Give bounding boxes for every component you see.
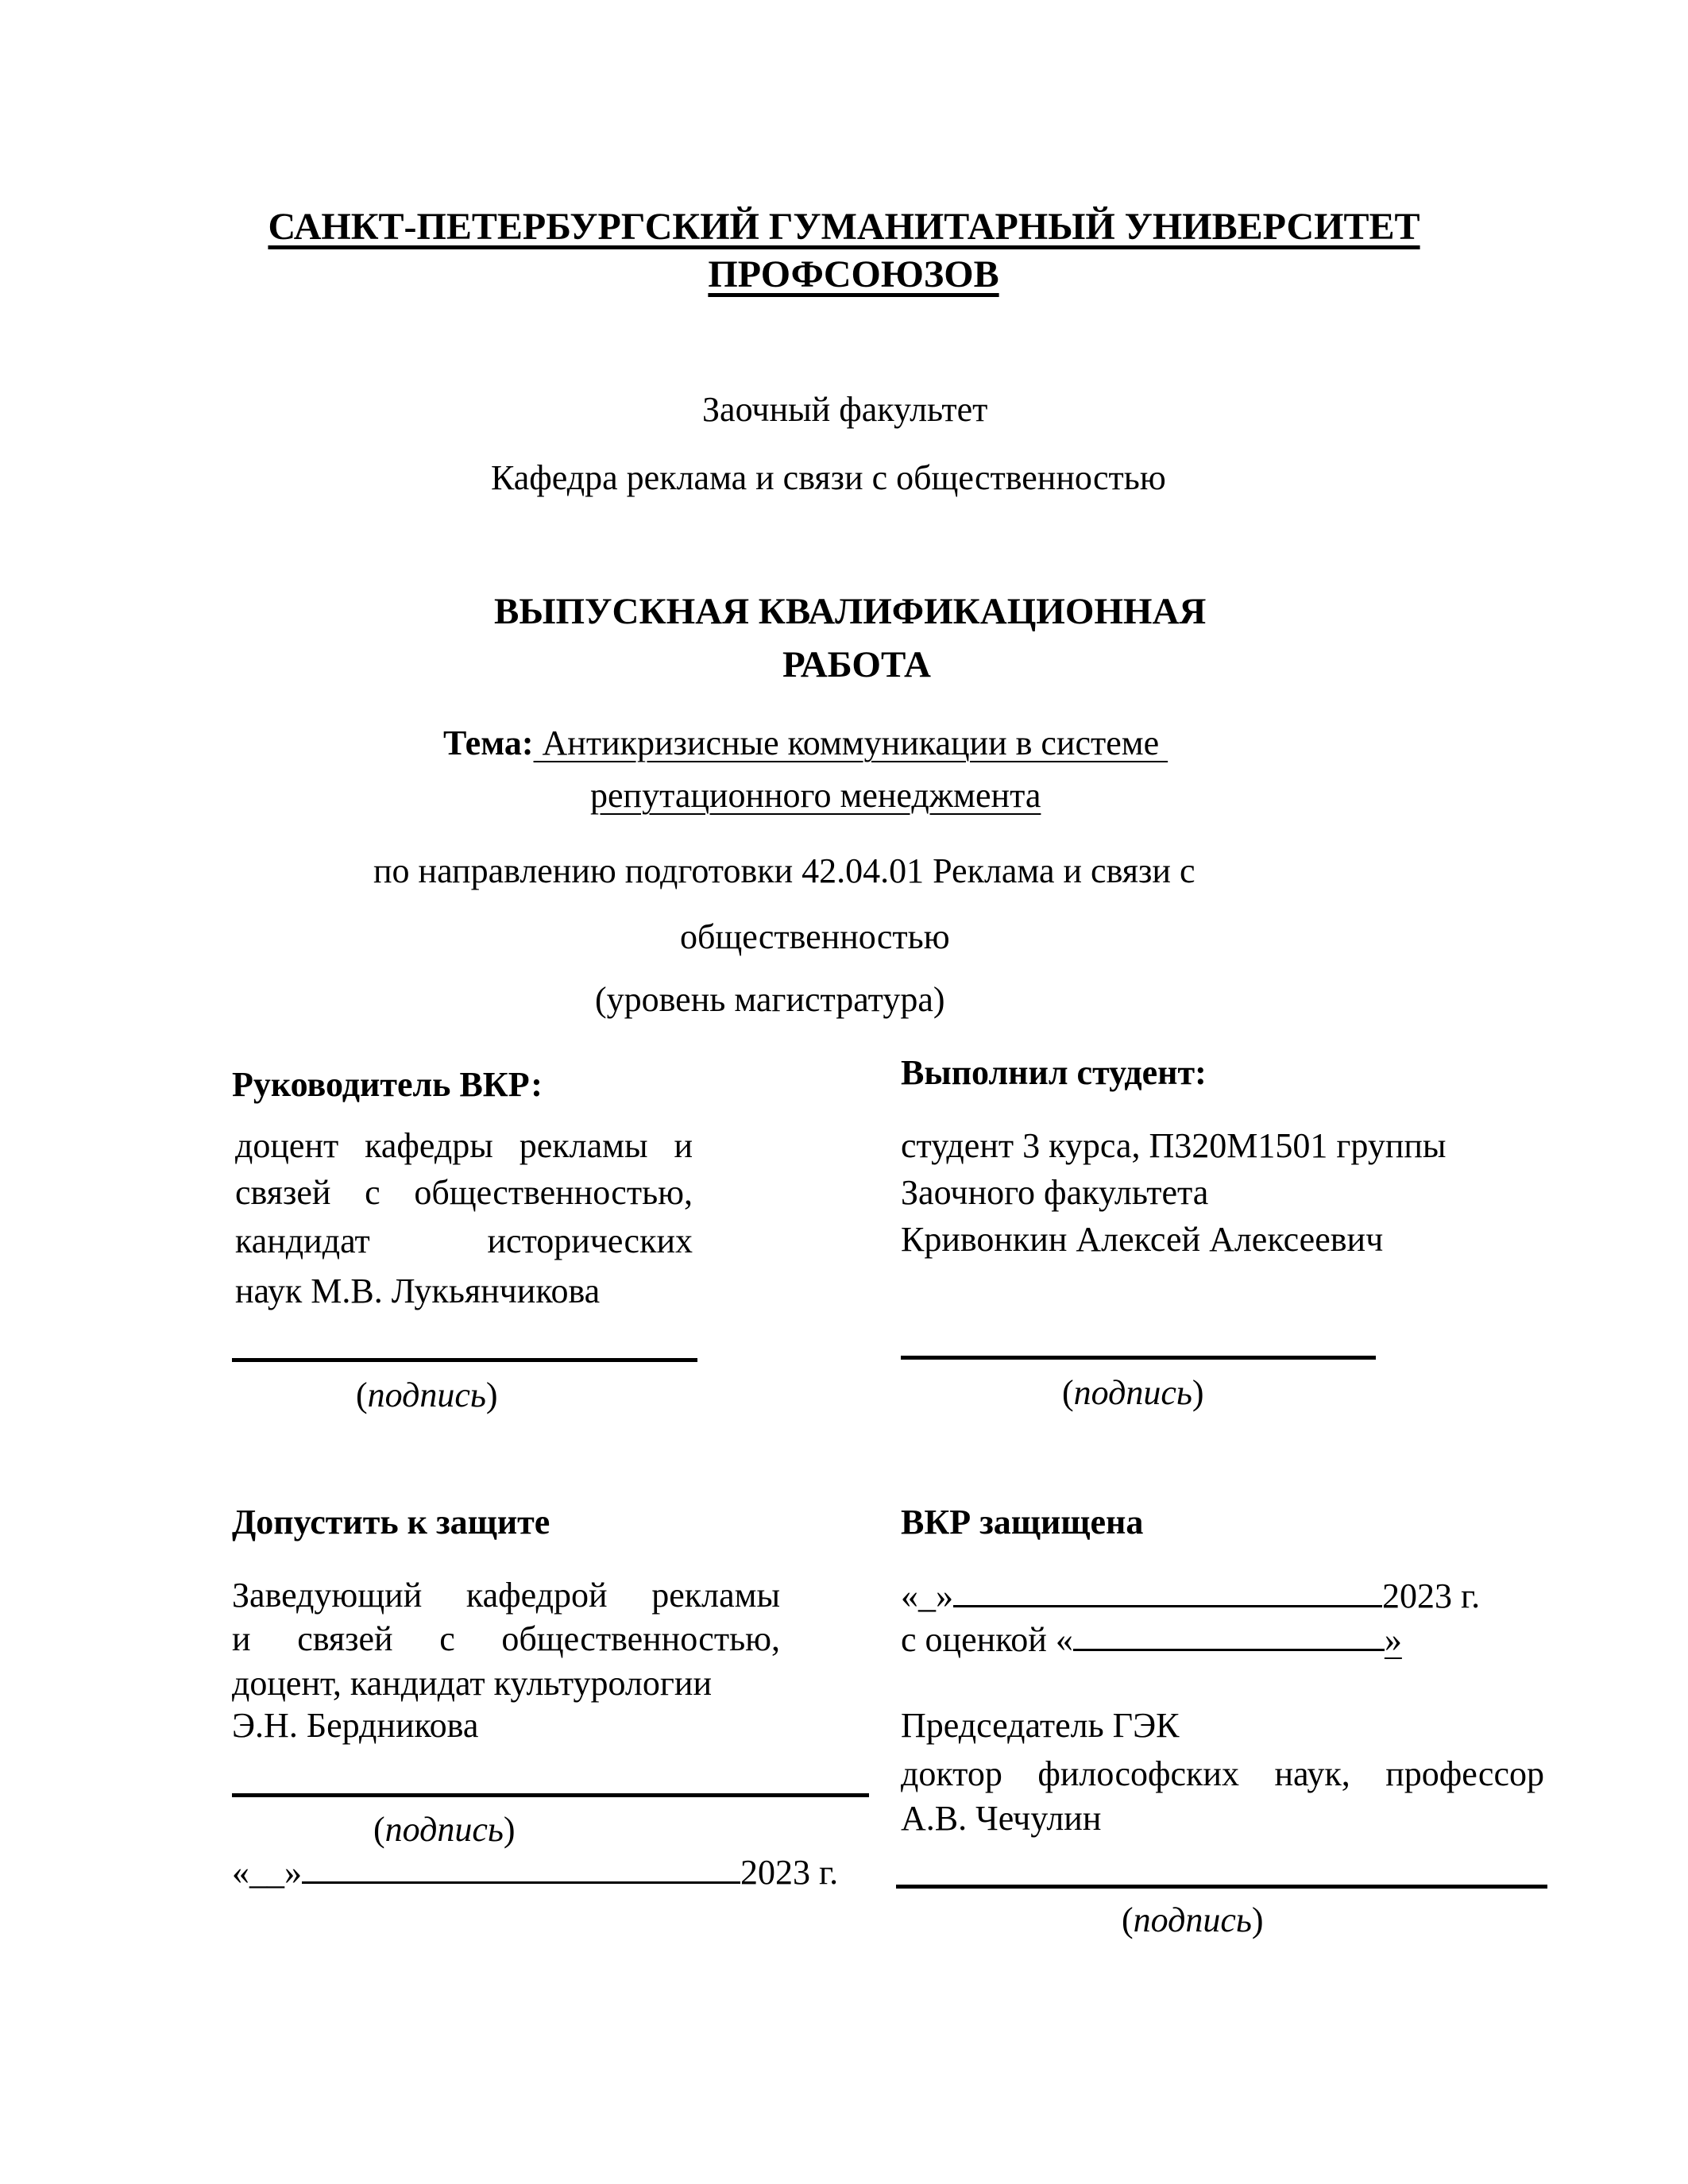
direction-line2: общественностью bbox=[680, 917, 950, 956]
admission-line: и связей с общественностью, bbox=[232, 1619, 780, 1658]
university-name-line2: ПРОФСОЮЗОВ bbox=[708, 253, 999, 295]
department-head-signature-line[interactable] bbox=[232, 1793, 869, 1797]
defense-day-field[interactable]: «_» bbox=[901, 1576, 953, 1615]
supervisor-line: доцент кафедры рекламы и bbox=[235, 1126, 693, 1165]
commission-chair-signature-line[interactable] bbox=[896, 1885, 1547, 1889]
topic-label: Тема: bbox=[443, 723, 534, 762]
admission-line: доцент, кандидат культурологии bbox=[232, 1664, 712, 1703]
supervisor-name: наук М.В. Лукьянчикова bbox=[235, 1271, 601, 1310]
commission-chair-signature-caption: (подпись) bbox=[1122, 1900, 1264, 1939]
degree-level: (уровень магистратура) bbox=[595, 980, 945, 1019]
topic-line1 bbox=[443, 723, 1168, 762]
department-head-name: Э.Н. Бердникова bbox=[232, 1706, 479, 1745]
admission-date: «__» 2023 г. bbox=[232, 1853, 839, 1892]
student-heading: Выполнил студент: bbox=[901, 1053, 1207, 1092]
student-course-group: студент 3 курса, П320М1501 группы bbox=[901, 1126, 1447, 1165]
supervisor-signature-line[interactable] bbox=[232, 1358, 697, 1362]
defense-grade-field[interactable] bbox=[1073, 1622, 1385, 1651]
commission-chair-degree: доктор философских наук, профессор bbox=[901, 1754, 1544, 1793]
defense-grade: с оценкой « » bbox=[901, 1620, 1402, 1659]
department-head-signature-caption: (подпись) bbox=[373, 1810, 516, 1849]
commission-chair-title: Председатель ГЭК bbox=[901, 1706, 1180, 1745]
student-name: Кривонкин Алексей Алексеевич bbox=[901, 1220, 1384, 1259]
admission-line: Заведующий кафедрой рекламы bbox=[232, 1576, 780, 1615]
student-faculty: Заочного факультета bbox=[901, 1173, 1209, 1212]
supervisor-line: кандидат исторических bbox=[235, 1221, 693, 1260]
document-title-line1: ВЫПУСКНАЯ КВАЛИФИКАЦИОННАЯ bbox=[494, 591, 1207, 632]
admission-day-field[interactable]: «__» bbox=[232, 1853, 302, 1892]
student-signature-caption: (подпись) bbox=[1062, 1373, 1204, 1412]
defense-heading: ВКР защищена bbox=[901, 1503, 1144, 1542]
supervisor-signature-caption: (подпись) bbox=[356, 1376, 498, 1414]
university-name-line1: САНКТ-ПЕТЕРБУРГСКИЙ ГУМАНИТАРНЫЙ УНИВЕРСИТЕТ bbox=[268, 206, 1420, 248]
student-signature-line[interactable] bbox=[901, 1356, 1376, 1360]
defense-month-field[interactable] bbox=[953, 1578, 1382, 1607]
topic-text-line2: репутационного менеджмента bbox=[590, 776, 1041, 815]
admission-heading: Допустить к защите bbox=[232, 1503, 550, 1542]
faculty-name: Заочный факультет bbox=[702, 390, 988, 429]
topic-text-line1: Антикризисные коммуникации в системе bbox=[533, 723, 1168, 762]
document-title-line2: РАБОТА bbox=[782, 644, 931, 685]
supervisor-heading: Руководитель ВКР: bbox=[232, 1065, 543, 1104]
commission-chair-name: А.В. Чечулин bbox=[901, 1799, 1102, 1838]
admission-month-field[interactable] bbox=[302, 1854, 740, 1884]
defense-date: «_» 2023 г. bbox=[901, 1576, 1481, 1615]
direction-line1: по направлению подготовки 42.04.01 Реклама и связи с bbox=[373, 851, 1196, 890]
department-name: Кафедра реклама и связи с общественностью bbox=[491, 458, 1166, 497]
supervisor-line: связей с общественностью, bbox=[235, 1173, 693, 1212]
